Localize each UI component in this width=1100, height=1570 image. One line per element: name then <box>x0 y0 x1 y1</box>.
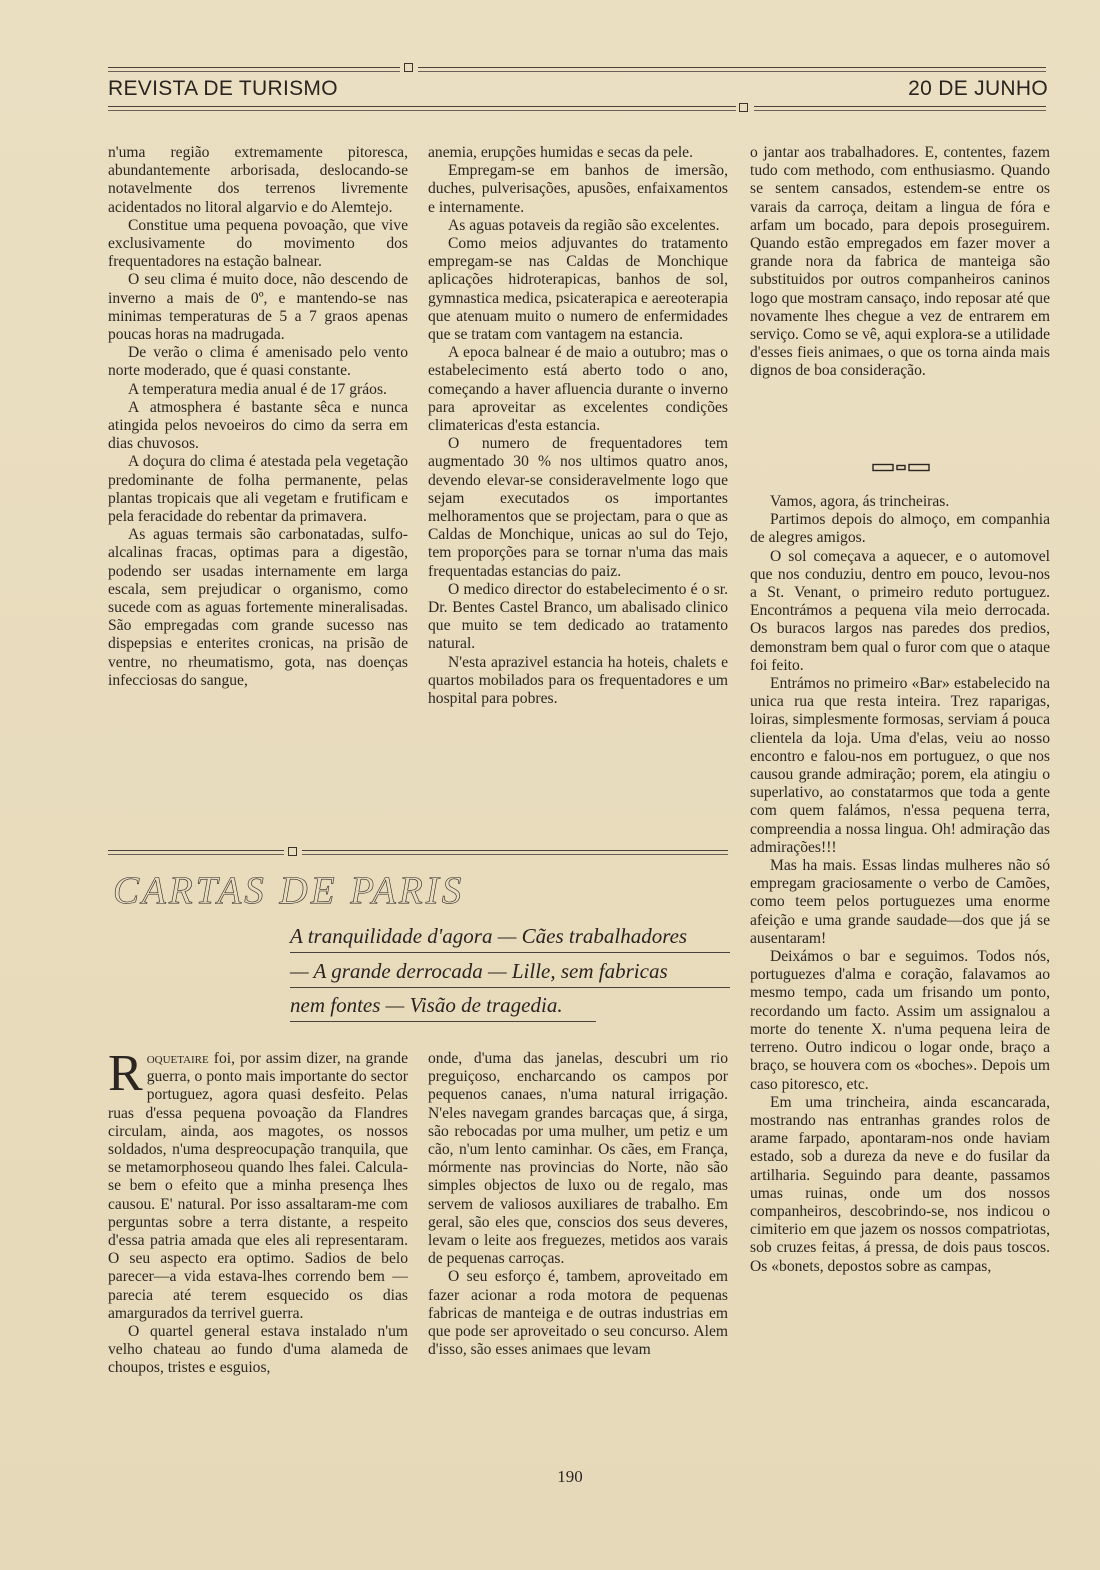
subtitle-underline-3 <box>290 1021 596 1022</box>
paragraph: O seu esforço é, tambem, aproveitado em fazer acionar a roda motora de pequenas fabricas de manteiga e de outras industrias em que pode ser aproveitado o seu concurso. Alem d'isso, são esses animaes que levam <box>428 1268 728 1359</box>
article-divider-right-2 <box>302 854 728 855</box>
section-ornament <box>872 463 930 472</box>
article-title: CARTAS DE PARIS <box>113 869 465 912</box>
header-rule-top <box>108 67 400 68</box>
paragraph: As aguas termais são carbonatadas, sulfo-alcalinas fracas, optimas para a digestão, podendo ser usadas internamente em larga escala, sem prejudicar o organismo, como sucede com as aguas fortemente mineralisadas. São empregadas com grande sucesso nas dispepsias e enterites cronicas, na prisão de ventre, no rheumatismo, gota, nas doenças infecciosas do sangue, <box>108 526 408 689</box>
paragraph: N'esta aprazivel estancia ha hoteis, chalets e quartos mobilados para os frequentadores e um hospital para pobres. <box>428 653 728 708</box>
column-2-top <box>428 144 728 708</box>
paragraph: n'uma região extremamente pitoresca, abundantemente arborisada, deslocando-se notavelmente dos terrenos livremente acidentados no litoral algarvio e do Alemtejo. <box>108 144 408 216</box>
header-rule-bottom-left <box>108 106 736 107</box>
header-ornament-box-2 <box>739 103 748 112</box>
paragraph: A atmosphera é bastante sêca e nunca atingida pelos nevoeiros do cimo da serra em dias chuvosos. <box>108 398 408 453</box>
header-rule-top-right-2 <box>418 71 1046 72</box>
paragraph: onde, d'uma das janelas, descubri um rio preguiçoso, encharcando os campos por pequenos canaes, n'uma natural irrigação. N'eles navegam grandes barcaças que, á sirga, são rebocadas por uma mulher, um petiz e um cão, n'um lento caminhar. Os cães, em França, mórmente nas provincias do Norte, não são simples objectos de luxo ou de regalo, mas servem de valiosos auxiliares de trabalho. Em geral, são eles que, conscios dos seus deveres, levam o leite aos freguezes, metidos aos varais de pequenas carroças. <box>428 1050 728 1268</box>
paragraph: anemia, erupções humidas e secas da pele. <box>428 144 693 161</box>
paragraph: Como meios adjuvantes do tratamento empregam-se nas Caldas de Monchique aplicações hidroterapicas, banhos de sol, gymnastica medica, psicaterapica e aereoterapia que atenuam muito o numero de enfermidades que se tratam com vantagem na estancia. <box>428 235 729 344</box>
header-rule-top-2 <box>108 71 400 72</box>
paragraph: O numero de frequentadores tem augmentado 30 % nos ultimos quatro anos, devendo elevar-se consideravelmente logo que sejam executados os importantes melhoramentos que se projectam, para o que as Caldas de Monchique, unicas ao sul do Tejo, tem proporções para se tornar n'uma das mais frequentadas estancias do paiz. <box>428 435 728 580</box>
subtitle-underline-2 <box>290 987 730 988</box>
column-1-top <box>108 144 408 690</box>
column-3-top <box>750 144 1050 381</box>
paragraph: Mas ha mais. Essas lindas mulheres não só empregam graciosamente o verbo de Camões, como teem pelos portuguezes uma enorme afeição e uma grande saudade—dos que já se ausentaram! <box>750 857 1050 947</box>
paragraph: A epoca balnear é de maio a outubro; mas o estabelecimento está aberto todo o ano, começando a haver afluencia durante o inverno para aproveitar as excelentes condições climatericas d'esta estancia. <box>428 344 728 435</box>
article-subtitle-line-1: A tranquilidade d'agora — Cães trabalhadores <box>290 924 688 948</box>
paragraph: Vamos, agora, ás trincheiras. <box>770 493 950 510</box>
drop-cap: R <box>108 1045 143 1102</box>
paragraph: A temperatura media anual é de 17 gráos. <box>128 380 387 398</box>
paragraph: Partimos depois do almoço, em companhia de alegres amigos. <box>750 511 1050 547</box>
header-ornament-box <box>404 63 413 72</box>
paragraph: Em uma trincheira, ainda escancarada, mostrando nas entranhas grandes rolos de arame farpado, apontaram-nos onde haviam estado, sob a dureza da neve e do fusilar da artilharia. Seguindo para deante, passamos umas ruinas, onde um dos nossos companheiros, descobrindo-se, nos indicou o cimiterio em que jazem os nossos compatriotas, sob cruzes feitas, á pressa, de dois paus toscos. Os «bonets, depostos sobre as campas, <box>750 1093 1050 1275</box>
paragraph: Empregam-se em banhos de imersão, duches, pulverisações, apusões, enfaixamentos e internamente. <box>428 162 728 216</box>
paragraph: A doçura do clima é atestada pela vegetação predominante de folha permanente, pelas plantas tropicais que ali vegetam e frutificam e pela feracidade do rebentar da primavera. <box>108 453 408 526</box>
article-subtitle-line-2: — A grande derrocada — Lille, sem fabricas <box>290 959 668 983</box>
paragraph: O medico director do estabelecimento é o sr. Dr. Bentes Castel Branco, um abalisado clinico que muito se tem dedicado ao tratamento natural. <box>428 580 728 653</box>
subtitle-underline-1 <box>290 952 730 953</box>
header-rule-bottom-left-2 <box>108 110 736 111</box>
article-divider-right <box>302 850 728 851</box>
article-column-1 <box>108 1045 408 1378</box>
paragraph: O sol começava a aquecer, e o automovel que nos conduziu, dentro em pouco, levou-nos a St. Venant, o primeiro reduto portuguez. Encontrámos a pequena vila meio derrocada. Os buracos largos nas paredes dos predios, demonstram bem qual o furor com que o ataque foi feito. <box>750 547 1050 674</box>
paragraph: O quartel general estava instalado n'um velho chateau ao fundo d'uma alameda de choupos, tristes e esguios, <box>108 1323 408 1377</box>
header-rule-top-right <box>418 67 1046 68</box>
running-header-title: REVISTA DE TURISMO <box>108 77 338 100</box>
column-3-bottom <box>750 493 1050 1276</box>
article-first-paragraph <box>108 1045 408 1323</box>
header-rule-bottom-right <box>754 106 1046 107</box>
running-header-date: 20 DE JUNHO <box>908 77 1048 100</box>
first-word: oquetaire <box>146 1050 209 1067</box>
article-divider-left-2 <box>108 854 284 855</box>
paragraph-text: foi, por assim dizer, na grande guerra, o ponto mais importante do sector portuguez, agora quasi desfeito. Pelas ruas d'essa pequena povoação da Flandres circulam, ainda, aos magotes, os nossos soldados, n'uma despreocupação tranquila, que se metamorphoseou quando lhes falei. Calcula-se bem o efeito que a minha presença lhes causou. E' natural. Por isso assaltaram-me com perguntas sobre a terra distante, a respeito d'essa patria amada que eles ali representaram. O seu aspecto era optimo. Sadios de belo parecer—a vida estava-lhes correndo bem — parecia até terem esquecido os dias amargurados da terrivel guerra. <box>108 1050 408 1322</box>
paragraph: Entrámos no primeiro «Bar» estabelecido na unica rua que resta inteira. Trez raparigas, loiras, simplesmente formosas, serviam á pouca clientela da loja. Uma d'elas, veiu ao nosso encontro e falou-nos em portuguez, o que nos causou grande admiração; porem, ela atingiu o superlativo, ao constatarmos que toda a gente com quem falámos, n'essa pequena terra, compreendia a nossa lingua. Oh! admiração das admirações!!! <box>750 675 1050 856</box>
article-divider-box <box>288 847 297 856</box>
article-divider-left <box>108 850 284 851</box>
page-number: 190 <box>557 1467 583 1486</box>
paragraph: De verão o clima é amenisado pelo vento norte moderado, que é quasi constante. <box>108 344 408 380</box>
header-rule-bottom-right-2 <box>754 110 1046 111</box>
paragraph: Deixámos o bar e seguimos. Todos nós, portuguezes d'alma e coração, falavamos ao mesmo tempo, cada um frisando um ponto, recordando um facto. Assim um assignalou a morte do tenente X. n'uma pequena leira de terreno. Outro indicou o logar onde, braço a braço, se houvera com os «boches». Depois um caso pitoresco, etc. <box>750 948 1050 1093</box>
paragraph: As aguas potaveis da região são excelentes. <box>448 216 720 234</box>
paragraph: Constitue uma pequena povoação, que vive exclusivamente do movimento dos frequentadores na estação balnear. <box>108 216 408 271</box>
paragraph: o jantar aos trabalhadores. E, contentes, fazem tudo com methodo, com enthusiasmo. Quando se sentem cansados, estendem-se entre os varais da carroça, deitam a lingua de fóra e arfam um bocado, para depois proseguirem. Quando estão empregados em fazer mover a grande nora da fabrica de manteiga são substituidos por outros companheiros caninos logo que mostram cansaço, indo reposar até que novamente lhes chegue a vez de entrarem em serviço. Como se vê, aqui explora-se a utilidade d'esses fieis animaes, o que os torna ainda mais dignos de boa consideração. <box>750 144 1050 380</box>
article-column-2 <box>428 1050 728 1359</box>
article-subtitle-line-3: nem fontes — Visão de tragedia. <box>290 993 563 1017</box>
paragraph: O seu clima é muito doce, não descendo de inverno a mais de 0º, e mantendo-se nas minimas temperaturas de 5 a 7 graos apenas poucas horas na madrugada. <box>108 271 408 344</box>
